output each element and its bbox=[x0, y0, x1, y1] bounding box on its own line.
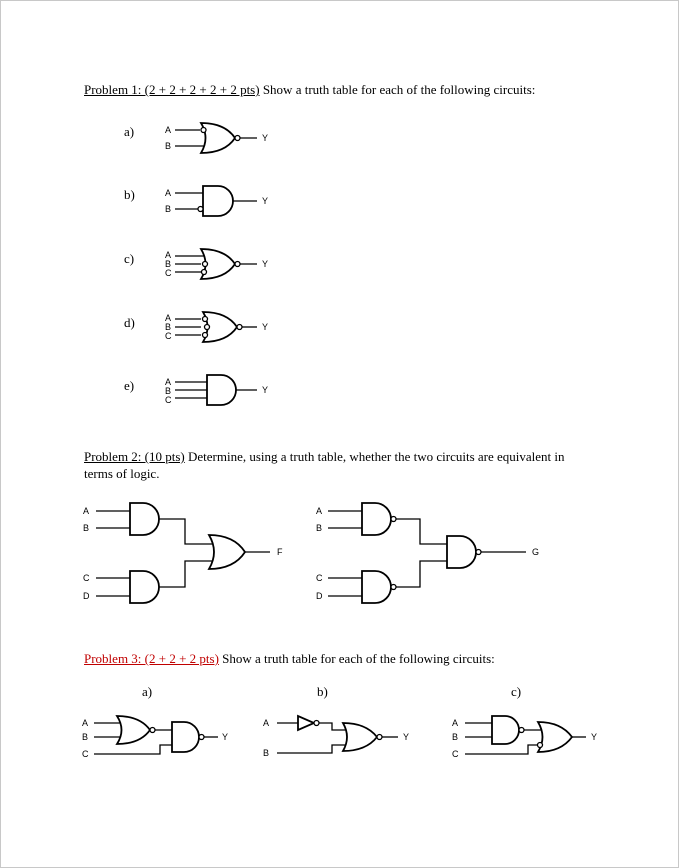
problem1-text: Show a truth table for each of the following circuits: bbox=[259, 82, 536, 97]
inversion-bubble bbox=[203, 317, 208, 322]
problem3-text: Show a truth table for each of the following circuits: bbox=[218, 651, 495, 666]
circuit-3a bbox=[82, 716, 228, 759]
nor-gate bbox=[117, 716, 150, 744]
signal-label-a: A bbox=[316, 506, 323, 516]
circuit-1b bbox=[165, 186, 268, 216]
inversion-bubble bbox=[519, 728, 524, 733]
signal-label-y: Y bbox=[222, 732, 229, 742]
signal-label-c: C bbox=[165, 395, 172, 405]
nand-gate bbox=[362, 503, 391, 535]
signal-label-a: A bbox=[83, 506, 90, 516]
inversion-bubble bbox=[198, 207, 203, 212]
signal-label-b: B bbox=[452, 732, 459, 742]
signal-label-b: B bbox=[165, 386, 172, 396]
signal-label-a: A bbox=[165, 125, 172, 135]
signal-label-c: C bbox=[165, 331, 172, 341]
problem2-text-line2: terms of logic. bbox=[84, 466, 160, 481]
not-gate bbox=[298, 716, 314, 730]
problem1-title: Problem 1: (2 + 2 + 2 + 2 + 2 pts) bbox=[84, 82, 260, 97]
inversion-bubble bbox=[237, 325, 242, 330]
nor-gate bbox=[538, 722, 572, 752]
circuit-3c bbox=[452, 716, 597, 759]
signal-label-c: C bbox=[316, 573, 323, 583]
signal-label-y: Y bbox=[591, 732, 598, 742]
inversion-bubble bbox=[235, 136, 240, 141]
signal-label-a: A bbox=[452, 718, 459, 728]
problem1-part-a: a) bbox=[124, 124, 135, 139]
and-gate bbox=[203, 186, 233, 216]
and-gate bbox=[130, 571, 159, 603]
signal-label-b: B bbox=[165, 141, 172, 151]
signal-label-a: A bbox=[82, 718, 89, 728]
nor-gate bbox=[343, 723, 377, 751]
signal-label-f: F bbox=[277, 547, 283, 557]
circuit-2-g bbox=[316, 503, 539, 603]
circuit-1c bbox=[165, 249, 268, 279]
signal-label-a: A bbox=[165, 313, 172, 323]
inversion-bubble bbox=[199, 735, 204, 740]
inversion-bubble bbox=[201, 128, 206, 133]
problem2-text: Determine, using a truth table, whether the two circuits are equivalent in bbox=[184, 449, 565, 464]
inversion-bubble bbox=[205, 325, 210, 330]
problem2-title: Problem 2: (10 pts) bbox=[84, 449, 185, 464]
problem1-part-b: b) bbox=[124, 187, 135, 202]
signal-label-a: A bbox=[165, 250, 172, 260]
problem1-part-c: c) bbox=[124, 251, 135, 266]
inversion-bubble bbox=[538, 743, 543, 748]
signal-label-c: C bbox=[452, 749, 459, 759]
and-gate bbox=[207, 375, 236, 405]
inversion-bubble bbox=[377, 735, 382, 740]
signal-label-c: C bbox=[165, 268, 172, 278]
signal-label-y: Y bbox=[262, 385, 269, 395]
signal-label-b: B bbox=[263, 748, 270, 758]
signal-label-y: Y bbox=[262, 196, 269, 206]
problem3-part-a: a) bbox=[142, 684, 153, 699]
nand-gate bbox=[447, 536, 476, 568]
circuit-1d bbox=[165, 312, 268, 342]
and-gate bbox=[130, 503, 159, 535]
signal-label-y: Y bbox=[262, 259, 269, 269]
signal-label-d: D bbox=[316, 591, 323, 601]
inversion-bubble bbox=[391, 517, 396, 522]
circuit-3b bbox=[263, 716, 409, 758]
circuit-1e bbox=[165, 375, 268, 405]
inversion-bubble bbox=[235, 262, 240, 267]
or-gate bbox=[209, 535, 245, 569]
problem3-part-c: c) bbox=[511, 684, 522, 699]
signal-label-b: B bbox=[165, 204, 172, 214]
nand-gate bbox=[362, 571, 391, 603]
nor-gate bbox=[201, 123, 235, 153]
signal-label-b: B bbox=[83, 523, 90, 533]
circuit-1a bbox=[165, 123, 268, 153]
inversion-bubble bbox=[203, 262, 208, 267]
inversion-bubble bbox=[314, 721, 319, 726]
signal-label-b: B bbox=[165, 322, 172, 332]
problem3-part-b: b) bbox=[317, 684, 328, 699]
signal-label-a: A bbox=[263, 718, 270, 728]
inversion-bubble bbox=[203, 333, 208, 338]
signal-label-d: D bbox=[83, 591, 90, 601]
nand-gate bbox=[172, 722, 199, 752]
signal-label-b: B bbox=[82, 732, 89, 742]
signal-label-b: B bbox=[165, 259, 172, 269]
signal-label-y: Y bbox=[403, 732, 410, 742]
signal-label-c: C bbox=[83, 573, 90, 583]
signal-label-a: A bbox=[165, 188, 172, 198]
inversion-bubble bbox=[150, 728, 155, 733]
signal-label-c: C bbox=[82, 749, 89, 759]
inversion-bubble bbox=[476, 550, 481, 555]
signal-label-b: B bbox=[316, 523, 323, 533]
circuit-2-f bbox=[83, 503, 283, 603]
problem1-part-d: d) bbox=[124, 315, 135, 330]
inversion-bubble bbox=[202, 270, 207, 275]
signal-label-a: A bbox=[165, 377, 172, 387]
signal-label-g: G bbox=[532, 547, 540, 557]
inversion-bubble bbox=[391, 585, 396, 590]
problem1-part-e: e) bbox=[124, 378, 135, 393]
problem3-title: Problem 3: (2 + 2 + 2 pts) bbox=[84, 651, 219, 666]
signal-label-y: Y bbox=[262, 322, 269, 332]
nand-gate bbox=[492, 716, 519, 744]
signal-label-y: Y bbox=[262, 133, 269, 143]
